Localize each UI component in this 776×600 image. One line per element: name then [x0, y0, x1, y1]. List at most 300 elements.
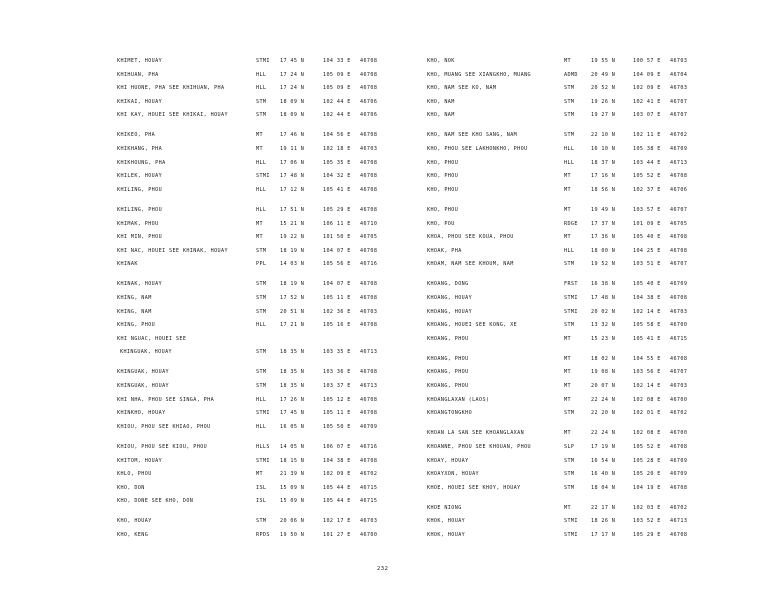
gazetteer-entry — [117, 245, 407, 259]
gazetteer-entry — [427, 502, 717, 516]
latitude: 17 24 N — [280, 85, 305, 92]
feature-code: STMI — [256, 410, 270, 417]
feature-code: FRST — [564, 281, 578, 288]
map-reference: 46707 — [670, 98, 688, 105]
map-reference: 46708 — [360, 159, 378, 166]
entry-name: KHOAN LA SAN SEE KHOANGLAXAN — [427, 430, 525, 437]
latitude: 17 51 N — [280, 206, 305, 213]
latitude: 18 09 N — [280, 98, 305, 105]
longitude: 105 58 E — [633, 322, 661, 329]
latitude: 15 09 N — [280, 484, 305, 491]
feature-code: STMI — [256, 457, 270, 464]
gazetteer-entry — [117, 278, 407, 292]
map-reference: 46708 — [360, 295, 378, 301]
map-reference: 46709 — [670, 457, 688, 464]
map-reference: 46706 — [670, 186, 688, 193]
latitude: 19 49 N — [591, 206, 616, 213]
map-reference: 46708 — [360, 85, 378, 92]
map-reference: 46708 — [670, 484, 688, 491]
gazetteer-entry — [427, 333, 717, 347]
longitude: 104 56 E — [323, 132, 351, 139]
longitude: 106 07 E — [323, 443, 351, 450]
map-reference: 46709 — [670, 281, 688, 288]
feature-code: PPL — [256, 261, 267, 268]
latitude: 22 24 N — [591, 396, 616, 403]
map-reference: 46710 — [360, 220, 378, 227]
longitude: 105 29 E — [323, 206, 351, 213]
feature-code: RPDS — [256, 532, 270, 538]
map-reference: 46702 — [670, 410, 688, 417]
entry-name: KHOANG, DONG — [427, 281, 469, 288]
entry-name: KHINGUAK, HOUAY — [117, 383, 170, 390]
feature-code: MT — [256, 220, 263, 227]
latitude: 17 46 N — [280, 132, 305, 139]
entry-name: KHIMET, HOUAY — [117, 58, 163, 64]
latitude: 19 11 N — [280, 146, 305, 153]
longitude: 105 20 E — [633, 471, 661, 478]
latitude: 14 05 N — [280, 443, 305, 450]
gazetteer-entry — [117, 407, 407, 421]
gazetteer-entry — [117, 468, 407, 482]
feature-code: MT — [256, 471, 263, 478]
gazetteer-entry — [427, 441, 717, 455]
gazetteer-entry — [427, 143, 717, 157]
latitude: 22 10 N — [591, 132, 616, 139]
entry-name: KHIHUAN, PHA — [117, 71, 159, 78]
longitude: 105 28 E — [633, 457, 661, 464]
latitude: 17 37 N — [591, 220, 616, 227]
longitude: 103 51 E — [633, 261, 661, 268]
gazetteer-entry — [427, 529, 717, 543]
gazetteer-entry — [117, 231, 407, 245]
latitude: 19 26 N — [591, 98, 616, 105]
entry-name: KHI NGUAC, HOUEI SEE — [117, 335, 187, 342]
entry-name: KHO, DONE SEE KHO, DON — [117, 498, 194, 505]
entry-name: KHOANGLAXAN (LAOS) — [427, 396, 490, 403]
entry-name: KHINAK, HOUAY — [117, 281, 163, 288]
gazetteer-entry — [117, 515, 407, 529]
latitude: 15 09 N — [280, 498, 305, 505]
map-reference: 46708 — [360, 173, 378, 180]
gazetteer-entry — [427, 394, 717, 408]
longitude: 105 09 E — [323, 85, 351, 92]
map-reference: 46708 — [360, 71, 378, 78]
feature-code: STM — [256, 281, 267, 288]
latitude: 17 24 N — [280, 71, 305, 78]
entry-name: KHINGUAK, HOUAY — [117, 369, 170, 376]
map-reference: 46715 — [360, 498, 378, 505]
map-reference: 46709 — [670, 471, 688, 478]
entry-name: KHOAM, NAM SEE KHOUM, NAM — [427, 261, 514, 268]
feature-code: STM — [256, 383, 267, 390]
map-reference: 46708 — [670, 532, 688, 538]
gazetteer-entry — [427, 278, 717, 292]
latitude: 20 06 N — [280, 518, 305, 525]
feature-code: HLL — [564, 247, 575, 254]
gazetteer-entry — [427, 170, 717, 184]
longitude: 103 57 E — [633, 206, 661, 213]
longitude: 105 11 E — [323, 410, 351, 417]
feature-code: ISL — [256, 484, 267, 491]
gazetteer-entry — [117, 333, 407, 347]
map-reference: 46705 — [670, 220, 688, 227]
page-number: 232 — [377, 566, 389, 572]
longitude: 105 41 E — [633, 335, 661, 342]
longitude: 101 50 E — [323, 234, 351, 241]
feature-code: MT — [564, 186, 571, 193]
entry-name: KHING, NAM — [117, 308, 152, 315]
longitude: 104 09 E — [633, 71, 661, 78]
feature-code: MT — [256, 234, 263, 241]
latitude: 16 40 N — [591, 471, 616, 478]
map-reference: 46708 — [670, 247, 688, 254]
map-reference: 46708 — [670, 355, 688, 362]
feature-code: STMI — [256, 58, 270, 64]
map-reference: 46708 — [360, 457, 378, 464]
longitude: 105 44 E — [323, 498, 351, 505]
entry-name: KHIKHOUNG, PHA — [117, 159, 166, 166]
longitude: 102 14 E — [633, 383, 661, 390]
longitude: 102 09 E — [323, 471, 351, 478]
feature-code: MT — [564, 234, 571, 241]
longitude: 105 40 E — [633, 234, 661, 241]
map-reference: 46708 — [360, 132, 378, 139]
entry-name: KHINKHO, HOUAY — [117, 410, 166, 417]
latitude: 18 37 N — [591, 159, 616, 166]
map-reference: 46708 — [360, 281, 378, 288]
latitude: 18 26 N — [591, 518, 616, 525]
entry-name: KHOK, HOUAY — [427, 532, 466, 538]
latitude: 22 24 N — [591, 430, 616, 437]
feature-code: HLL — [256, 322, 267, 329]
longitude: 105 50 E — [323, 423, 351, 430]
feature-code: MT — [564, 335, 571, 342]
longitude: 103 37 E — [323, 383, 351, 390]
entry-name: KHIOU, PHOU SEE KIOU, PHOU — [117, 443, 208, 450]
gazetteer-entry — [427, 319, 717, 333]
entry-name: KHILING, PHOU — [117, 206, 163, 213]
feature-code: HLL — [256, 206, 267, 213]
latitude: 16 05 N — [280, 423, 305, 430]
gazetteer-entry — [427, 455, 717, 469]
map-reference: 46700 — [670, 430, 688, 437]
latitude: 21 39 N — [280, 471, 305, 478]
latitude: 18 04 N — [591, 484, 616, 491]
map-reference: 46708 — [360, 369, 378, 376]
map-reference: 46703 — [670, 85, 688, 92]
entry-name: KHINAK — [117, 261, 138, 268]
entry-name: KHOANNE, PHOU SEE KHOUAN, PHOU — [427, 443, 532, 450]
longitude: 102 37 E — [633, 186, 661, 193]
entry-name: KHIOU, PHOU SEE KHIAO, PHOU — [117, 423, 211, 430]
feature-code: MT — [564, 369, 571, 376]
gazetteer-entry — [427, 482, 717, 496]
gazetteer-entry — [427, 380, 717, 394]
longitude: 105 40 E — [633, 281, 661, 288]
longitude: 104 33 E — [323, 58, 351, 64]
feature-code: STMI — [564, 308, 578, 315]
entry-name: KHOAK, PHA — [427, 247, 462, 254]
feature-code: HLL — [256, 396, 267, 403]
feature-code: STM — [564, 261, 575, 268]
gazetteer-entry — [117, 455, 407, 469]
latitude: 15 23 N — [591, 335, 616, 342]
longitude: 105 11 E — [323, 295, 351, 301]
latitude: 19 08 N — [591, 369, 616, 376]
entry-name: KHI MIN, PHOU — [117, 234, 163, 241]
latitude: 17 48 N — [591, 295, 616, 301]
map-reference: 46702 — [360, 471, 378, 478]
latitude: 16 10 N — [591, 146, 616, 153]
longitude: 103 52 E — [633, 518, 661, 525]
entry-name: KHOANG, HOUEI SEE KONG, XE — [427, 322, 518, 329]
gazetteer-entry — [427, 306, 717, 320]
map-reference: 46705 — [360, 234, 378, 241]
entry-name: KHI NHA, PHOU SEE SINGA, PHA — [117, 396, 215, 403]
gazetteer-entry — [117, 366, 407, 380]
feature-code: RDGE — [564, 220, 578, 227]
latitude: 18 00 N — [591, 247, 616, 254]
entry-name: KHI HUONE, PHA SEE KHIHUAN, PHA — [117, 85, 225, 92]
map-reference: 46715 — [360, 484, 378, 491]
feature-code: STMI — [564, 518, 578, 525]
feature-code: HLL — [256, 159, 267, 166]
latitude: 19 55 N — [591, 58, 616, 64]
feature-code: STM — [564, 457, 575, 464]
latitude: 17 17 N — [591, 532, 616, 538]
latitude: 17 19 N — [591, 443, 616, 450]
feature-code: MT — [564, 504, 571, 511]
feature-code: STM — [256, 247, 267, 254]
entry-name: KHILING, PHOU — [117, 186, 163, 193]
feature-code: STM — [564, 410, 575, 417]
map-reference: 46708 — [360, 410, 378, 417]
entry-name: KHINGUAK, HOUAY — [120, 349, 173, 356]
feature-code: STM — [256, 98, 267, 105]
longitude: 100 57 E — [633, 58, 661, 64]
map-reference: 46708 — [360, 322, 378, 329]
feature-code: HLL — [256, 186, 267, 193]
map-reference: 46706 — [360, 112, 378, 119]
feature-code: STM — [564, 85, 575, 92]
latitude: 19 22 N — [280, 234, 305, 241]
map-reference: 46703 — [670, 308, 688, 315]
entry-name: KHO, DON — [117, 484, 145, 491]
latitude: 18 15 N — [280, 457, 305, 464]
longitude: 103 56 E — [633, 369, 661, 376]
latitude: 17 45 N — [280, 410, 305, 417]
gazetteer-entry — [427, 258, 717, 272]
gazetteer-entry — [427, 55, 717, 69]
map-reference: 46716 — [360, 261, 378, 268]
latitude: 17 21 N — [280, 322, 305, 329]
map-reference: 46703 — [360, 308, 378, 315]
longitude: 103 35 E — [323, 349, 351, 356]
entry-name: KHO, PHOU — [427, 173, 459, 180]
entry-name: KHILEK, HOUAY — [117, 173, 163, 180]
longitude: 104 07 E — [323, 247, 351, 254]
feature-code: STMI — [564, 532, 578, 538]
longitude: 103 36 E — [323, 369, 351, 376]
gazetteer-entry — [117, 292, 407, 306]
feature-code: HLL — [564, 159, 575, 166]
entry-name: KHOAYXON, HOUAY — [427, 471, 480, 478]
entry-name: KHO, NAM SEE KHO SANG, NAM — [427, 132, 518, 139]
latitude: 18 35 N — [280, 369, 305, 376]
map-reference: 46703 — [360, 518, 378, 525]
entry-name: KHING, NAM — [117, 295, 152, 301]
feature-code: HLL — [256, 423, 267, 430]
gazetteer-entry — [117, 380, 407, 394]
longitude: 102 14 E — [633, 308, 661, 315]
feature-code: MT — [564, 173, 571, 180]
longitude: 105 16 E — [323, 322, 351, 329]
gazetteer-entry — [427, 109, 717, 123]
longitude: 104 32 E — [323, 173, 351, 180]
gazetteer-entry — [117, 170, 407, 184]
map-reference: 46709 — [360, 423, 378, 430]
map-reference: 46700 — [360, 532, 378, 538]
map-reference: 46704 — [670, 71, 688, 78]
latitude: 20 51 N — [280, 308, 305, 315]
gazetteer-entry — [117, 258, 407, 272]
latitude: 13 32 N — [591, 322, 616, 329]
longitude: 104 38 E — [633, 295, 661, 301]
entry-name: KHO, KENG — [117, 532, 149, 538]
gazetteer-entry — [117, 394, 407, 408]
gazetteer-entry — [117, 218, 407, 232]
longitude: 102 44 E — [323, 112, 351, 119]
gazetteer-entry — [427, 292, 717, 306]
longitude: 106 11 E — [323, 220, 351, 227]
entry-name: KHO, NOK — [427, 58, 455, 64]
feature-code: MT — [564, 355, 571, 362]
gazetteer-entry — [427, 184, 717, 198]
entry-name: KHI KAY, HOUEI SEE KHIKAI, HOUAY — [117, 112, 228, 119]
latitude: 18 19 N — [280, 281, 305, 288]
longitude: 101 09 E — [633, 220, 661, 227]
feature-code: STM — [564, 484, 575, 491]
entry-name: KHO, NAM — [427, 112, 455, 119]
entry-name: KHIKEO, PHA — [117, 132, 156, 139]
longitude: 105 38 E — [633, 146, 661, 153]
longitude: 103 44 E — [633, 159, 661, 166]
map-reference: 46703 — [670, 383, 688, 390]
map-reference: 46702 — [670, 504, 688, 511]
entry-name: KHING, PHOU — [117, 322, 156, 329]
entry-name: KHO, PHOU — [427, 206, 459, 213]
latitude: 18 02 N — [591, 355, 616, 362]
entry-name: KHOE, HOUEI SEE KHOY, HOUAY — [427, 484, 521, 491]
entry-name: KHIMAK, PHOU — [117, 220, 159, 227]
gazetteer-entry — [427, 82, 717, 96]
longitude: 104 25 E — [633, 247, 661, 254]
entry-name: KHO, NAM SEE KO, NAM — [427, 85, 497, 92]
gazetteer-entry — [427, 129, 717, 143]
entry-name: KHOANG, PHOU — [427, 383, 469, 390]
latitude: 17 12 N — [280, 186, 305, 193]
feature-code: MT — [564, 396, 571, 403]
feature-code: STM — [256, 369, 267, 376]
latitude: 19 27 N — [591, 112, 616, 119]
map-reference: 46713 — [670, 518, 688, 525]
map-reference: 46700 — [670, 396, 688, 403]
gazetteer-entry — [427, 353, 717, 367]
map-reference: 46708 — [360, 186, 378, 193]
longitude: 105 52 E — [633, 443, 661, 450]
map-reference: 46708 — [360, 206, 378, 213]
entry-name: KHOANG, PHOU — [427, 355, 469, 362]
gazetteer-entry — [117, 204, 407, 218]
map-reference: 46707 — [670, 206, 688, 213]
longitude: 105 35 E — [323, 159, 351, 166]
map-reference: 46706 — [360, 98, 378, 105]
map-reference: 46703 — [670, 58, 688, 64]
entry-name: KHITOM, HOUAY — [117, 457, 163, 464]
feature-code: MT — [256, 146, 263, 153]
longitude: 105 29 E — [633, 532, 661, 538]
feature-code: SLP — [564, 443, 575, 450]
entry-name: KHO, HOUAY — [117, 518, 152, 525]
latitude: 17 06 N — [280, 159, 305, 166]
entry-name: KHO, MUANG SEE XIANGKHO, MUANG — [427, 71, 532, 78]
latitude: 17 45 N — [280, 58, 305, 64]
longitude: 103 07 E — [633, 112, 661, 119]
left-column — [117, 55, 407, 543]
gazetteer-entry — [427, 96, 717, 110]
map-reference: 46707 — [670, 261, 688, 268]
longitude: 105 09 E — [323, 71, 351, 78]
map-reference: 46713 — [670, 159, 688, 166]
latitude: 17 48 N — [280, 173, 305, 180]
entry-name: KHOANG, PHOU — [427, 369, 469, 376]
longitude: 105 56 E — [323, 261, 351, 268]
entry-name: KHOAY, HOUAY — [427, 457, 469, 464]
latitude: 17 36 N — [591, 234, 616, 241]
entry-name: KHLO, PHOU — [117, 471, 152, 478]
map-reference: 46707 — [670, 112, 688, 119]
feature-code: STM — [564, 132, 575, 139]
latitude: 15 21 N — [280, 220, 305, 227]
entry-name: KHO, PHOU — [427, 186, 459, 193]
map-reference: 46702 — [670, 132, 688, 139]
map-reference: 46713 — [360, 383, 378, 390]
entry-name: KHO, NAM — [427, 98, 455, 105]
latitude: 20 49 N — [591, 71, 616, 78]
map-reference: 46716 — [360, 443, 378, 450]
latitude: 20 07 N — [591, 383, 616, 390]
latitude: 17 52 N — [280, 295, 305, 301]
feature-code: STM — [564, 98, 575, 105]
feature-code: HLL — [256, 71, 267, 78]
feature-code: HLLS — [256, 443, 270, 450]
entry-name: KHO, PHOU — [427, 159, 459, 166]
gazetteer-entry — [117, 96, 407, 110]
gazetteer-entry — [117, 69, 407, 83]
latitude: 14 03 N — [280, 261, 305, 268]
entry-name: KHOA, PHOU SEE KOUA, PHOU — [427, 234, 514, 241]
gazetteer-entry — [117, 55, 407, 69]
feature-code: STM — [256, 349, 267, 356]
gazetteer-entry — [117, 184, 407, 198]
latitude: 22 20 N — [591, 410, 616, 417]
latitude: 17 26 N — [280, 396, 305, 403]
gazetteer-entry — [117, 441, 407, 455]
gazetteer-entry — [117, 495, 407, 509]
entry-name: KHIKHANG, PHA — [117, 146, 163, 153]
feature-code: HLL — [564, 146, 575, 153]
longitude: 102 08 E — [633, 430, 661, 437]
